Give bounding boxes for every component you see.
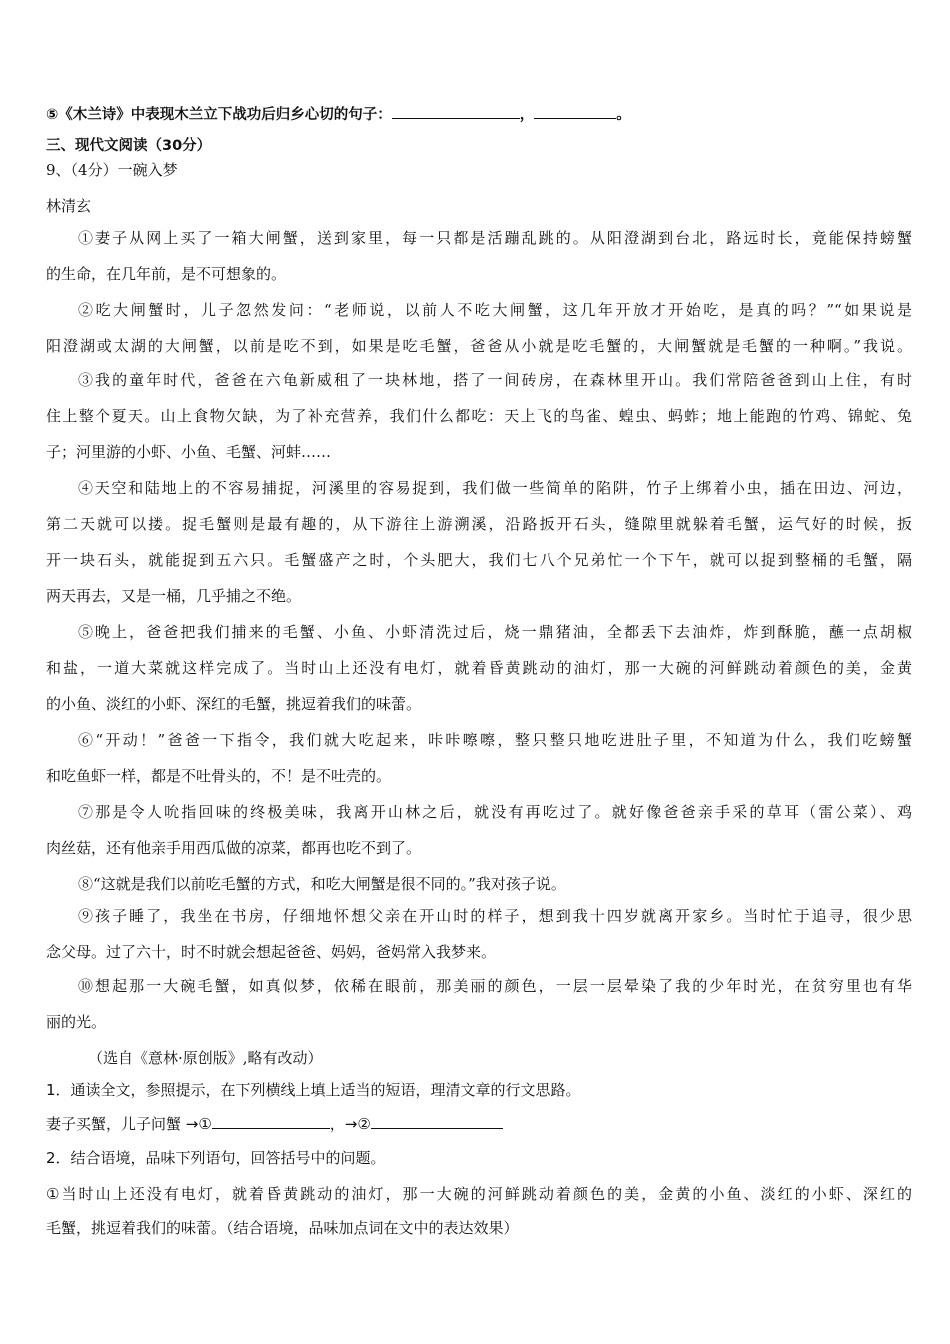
para-4-line-3: 开一块石头，就能捉到五六只。毛蟹盛产之时，个头肥大，我们七八个兄弟忙一个下午，就可以捉到整桶的毛蟹，隔 (46, 551, 912, 569)
para-9-line-2: 念父母。过了六十，时不时就会想起爸爸、妈妈，爸妈常入我梦来。 (46, 943, 497, 961)
para-3-line-3: 子；河里游的小虾、小鱼、毛蟹、河蚌…… (46, 443, 332, 461)
para-4-line-2: 第二天就可以搂。捉毛蟹则是最有趣的，从下游往上游溯溪，沿路扳开石头，缝隙里就躲着毛蟹，运气好的时候，扳 (46, 515, 912, 533)
para-3-line-1: ③我的童年时代，爸爸在六龟新威租了一块林地，搭了一间砖房，在森林里开山。我们常陪爸爸到山上住，有时 (78, 371, 912, 389)
flow-blank-1[interactable] (212, 1114, 330, 1129)
question-5-text: ⑤《木兰诗》中表现木兰立下战功后归乡心切的句子： (46, 107, 392, 123)
para-2-line-2: 阳澄湖或太湖的大闸蟹，以前是吃不到，如果是吃毛蟹，爸爸从小就是吃毛蟹的，大闸蟹就是毛蟹的一种啊。”我说。 (46, 337, 912, 355)
para-4-line-1: ④天空和陆地上的不容易捕捉，河溪里的容易捉到，我们做一些简单的陷阱，竹子上绑着小虫，插在田边、河边， (78, 479, 912, 497)
flow-blank-2[interactable] (371, 1114, 503, 1129)
para-10-line-1: ⑩想起那一大碗毛蟹，如真似梦，依稀在眼前，那美丽的颜色，一层一层晕染了我的少年时光，在贫穷里也有华 (78, 977, 912, 995)
para-3-line-2: 住上整个夏天。山上食物欠缺，为了补充营养，我们什么都吃：天上飞的鸟雀、蝗虫、蚂蚱；地上能跑的竹鸡、锦蛇、兔 (46, 407, 912, 425)
para-4-line-4: 两天再去，又是一桶，几乎捕之不绝。 (46, 587, 302, 605)
para-10-line-2: 丽的光。 (46, 1013, 107, 1031)
question-2-item-line-2: 毛蟹，挑逗着我们的味蕾。（结合语境，品味加点词在文中的表达效果） (46, 1219, 519, 1237)
source-note: （选自《意林·原创版》,略有改动） (88, 1049, 323, 1067)
para-6-line-1: ⑥“开动！”爸爸一下指令，我们就大吃起来，咔咔嚓嚓，整只整只地吃进肚子里，不知道为什么，我们吃螃蟹 (78, 731, 912, 749)
author: 林清玄 (46, 197, 92, 215)
period: 。 (616, 107, 631, 123)
comma: ， (519, 107, 535, 123)
flow-mid: ，→② (329, 1115, 371, 1133)
para-7-line-2: 肉丝菇，还有他亲手用西瓜做的凉菜，都再也吃不到了。 (46, 839, 422, 857)
para-5-line-1: ⑤晚上，爸爸把我们捕来的毛蟹、小鱼、小虾清洗过后，烧一鼎猪油，全都丢下去油炸，炸到酥脆，蘸一点胡椒 (78, 623, 912, 641)
question-2-item-line-1: ①当时山上还没有电灯，就着昏黄跳动的油灯，那一大碗的河鲜跳动着颜色的美，金黄的小鱼、淡红的小虾、深红的 (46, 1185, 912, 1203)
flow-start: 妻子买蟹，儿子问蟹 →① (46, 1115, 212, 1133)
answer-blank-1[interactable] (392, 104, 520, 119)
para-2-line-1: ②吃大闸蟹时，儿子忽然发问：“老师说，以前人不吃大闸蟹，这几年开放才开始吃，是真的吗？”“如果说是 (78, 301, 912, 319)
question-2: 2．结合语境，品味下列语句，回答括号中的问题。 (46, 1149, 386, 1167)
question-1: 1．通读全文，参照提示，在下列横线上填上适当的短语，理清文章的行文思路。 (46, 1081, 581, 1099)
para-5-line-2: 和盐，一道大菜就这样完成了。当时山上还没有电灯，就着昏黄跳动的油灯，那一大碗的河鲜跳动着颜色的美，金黄 (46, 659, 912, 677)
answer-blank-2[interactable] (534, 104, 616, 119)
para-9-line-1: ⑨孩子睡了，我坐在书房，仔细地怀想父亲在开山时的样子，想到我十四岁就离开家乡。当时忙于追寻，很少思 (78, 907, 912, 925)
question-5-line (46, 104, 910, 125)
para-8-line-1: ⑧“这就是我们以前吃毛蟹的方式，和吃大闸蟹是很不同的。”我对孩子说。 (78, 875, 566, 893)
para-6-line-2: 和吃鱼虾一样，都是不吐骨头的，不！是不吐壳的。 (46, 767, 392, 785)
question-1-flow (46, 1114, 910, 1134)
para-5-line-3: 的小鱼、淡红的小虾、深红的毛蟹，挑逗着我们的味蕾。 (46, 695, 422, 713)
question-9-header: 9、（4分）一碗入梦 (46, 161, 178, 179)
para-1-line-1: ①妻子从网上买了一箱大闸蟹，送到家里，每一只都是活蹦乱跳的。从阳澄湖到台北，路远时长，竟能保持螃蟹 (78, 229, 912, 247)
para-7-line-1: ⑦那是令人吮指回味的终极美味，我离开山林之后，就没有再吃过了。就好像爸爸亲手采的草耳（雷公菜）、鸡 (78, 803, 912, 821)
para-1-line-2: 的生命，在几年前，是不可想象的。 (46, 265, 287, 283)
section-title: 三、现代文阅读（30分） (46, 138, 212, 154)
